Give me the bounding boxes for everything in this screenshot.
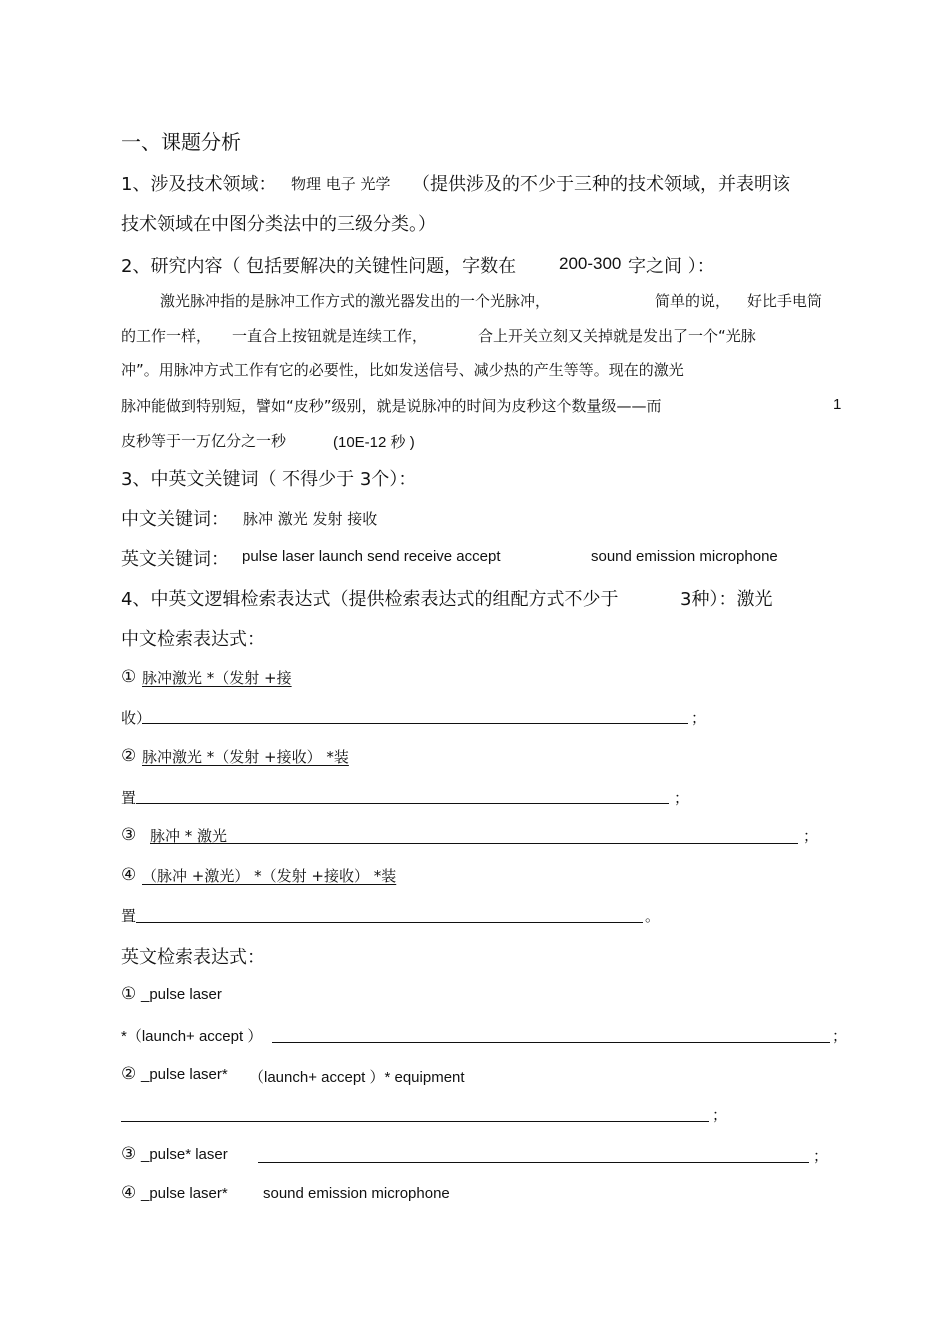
q2-count: 200-300 (559, 254, 622, 273)
q2-line-4c: 1 (833, 396, 842, 413)
q2-line-1a: 激光脉冲指的是脉冲工作方式的激光器发出的一个光脉冲， (160, 292, 551, 310)
q3-en-keywords-a: pulse laser launch send receive accept (242, 548, 501, 565)
q2-label-end: 字之间 ）： (628, 256, 715, 277)
en-expr-3-end: ； (813, 1147, 829, 1165)
q1-fields: 物理 电子 光学 (291, 175, 391, 193)
en-expr-2-mid: （launch+ accept ）* equipment (249, 1069, 465, 1086)
q1-note-a: （提供涉及的不少于三种的技术领域，并表明该 (412, 174, 790, 195)
en-expr-1-text: _pulse laser (141, 986, 222, 1003)
q4-label: 4、中英文逻辑检索表达式（提供检索表达式的组配方式不少于 (121, 589, 619, 610)
q1-note-b: 技术领域在中图分类法中的三级分类。） (121, 214, 436, 235)
q2-line-2a: 的工作一样， (121, 327, 212, 345)
en-expr-1-end: ； (832, 1027, 848, 1045)
en-expr-3-text: _pulse* laser (141, 1146, 228, 1163)
q2-line-4a: 脉冲能做到特别短，譬如“皮秒”级别，就是说脉冲的时间为皮秒这个数量级——而 (121, 397, 662, 415)
cn-expr-2-num: ② (121, 746, 137, 766)
q2-line-5a: 皮秒等于一万亿分之一秒 (121, 432, 287, 450)
cn-expr-4-end: 。 (645, 907, 661, 925)
q3-en-keywords-b: sound emission microphone (591, 548, 778, 565)
en-expr-1-blank (272, 1042, 830, 1043)
cn-expr-3-blank (150, 843, 798, 844)
q2-line-1b: 简单的说， (655, 292, 731, 310)
cn-expr-1-text: 脉冲激光 *（发射 +接 (142, 669, 292, 687)
cn-expr-2-end: ； (674, 789, 690, 807)
cn-expr-4-cont: 置 (121, 907, 137, 925)
en-expr-4-text: _pulse laser* (141, 1185, 228, 1202)
en-expr-2-blank (121, 1121, 709, 1122)
q4-count: 3种）：激光 (680, 589, 773, 610)
en-expr-1-num: ① (121, 984, 137, 1004)
en-expr-4-num: ④ (121, 1183, 137, 1203)
cn-expr-4-text: （脉冲 +激光） *（发射 +接收） *装 (142, 867, 397, 885)
cn-expr-4-blank (136, 922, 643, 923)
en-expr-3-blank (258, 1162, 809, 1163)
cn-expr-4-num: ④ (121, 865, 137, 885)
cn-expr-1-blank (142, 723, 688, 724)
section-title: 一、课题分析 (121, 130, 241, 154)
en-expr-2-text: _pulse laser* (141, 1066, 228, 1083)
q2-line-5b: (10E-12 秒 ) (333, 434, 415, 451)
en-expr-3-num: ③ (121, 1144, 137, 1164)
q1-label: 1、涉及技术领域： (121, 174, 277, 195)
q2-line-1c: 好比手电筒 (747, 292, 823, 310)
cn-expr-1-cont: 收） (121, 709, 152, 727)
q2-line-2b: 一直合上按钮就是连续工作， (232, 327, 428, 345)
q3-label: 3、中英文关键词（ 不得少于 3个）： (121, 469, 417, 490)
q4-cn-label: 中文检索表达式： (121, 629, 265, 650)
cn-expr-3-num: ③ (121, 825, 137, 845)
q2-line-2c: 合上开关立刻又关掉就是发出了一个“光脉 (478, 327, 756, 345)
en-expr-4-mid: sound emission microphone (263, 1185, 450, 1202)
cn-expr-1-num: ① (121, 667, 137, 687)
q2-label: 2、研究内容（ 包括要解决的关键性问题，字数在 (121, 256, 517, 277)
q3-cn-label: 中文关键词： (121, 509, 229, 530)
cn-expr-2-blank (136, 803, 669, 804)
q3-cn-keywords: 脉冲 激光 发射 接收 (243, 510, 378, 528)
cn-expr-3-end: ； (803, 827, 819, 845)
cn-expr-2-cont: 置 (121, 789, 137, 807)
cn-expr-3-text: 脉冲 * 激光 (150, 827, 228, 845)
en-expr-1-cont: *（launch+ accept ） (121, 1028, 263, 1045)
cn-expr-1-end: ； (691, 709, 707, 727)
en-expr-2-end: ； (712, 1106, 728, 1124)
en-expr-2-num: ② (121, 1064, 137, 1084)
q3-en-label: 英文关键词： (121, 549, 229, 570)
q4-en-label: 英文检索表达式： (121, 947, 265, 968)
cn-expr-2-text: 脉冲激光 *（发射 +接收） *装 (142, 748, 349, 766)
q2-line-3a: 冲”。用脉冲方式工作有它的必要性，比如发送信号、减少热的产生等等。现在的激光 (121, 361, 684, 379)
